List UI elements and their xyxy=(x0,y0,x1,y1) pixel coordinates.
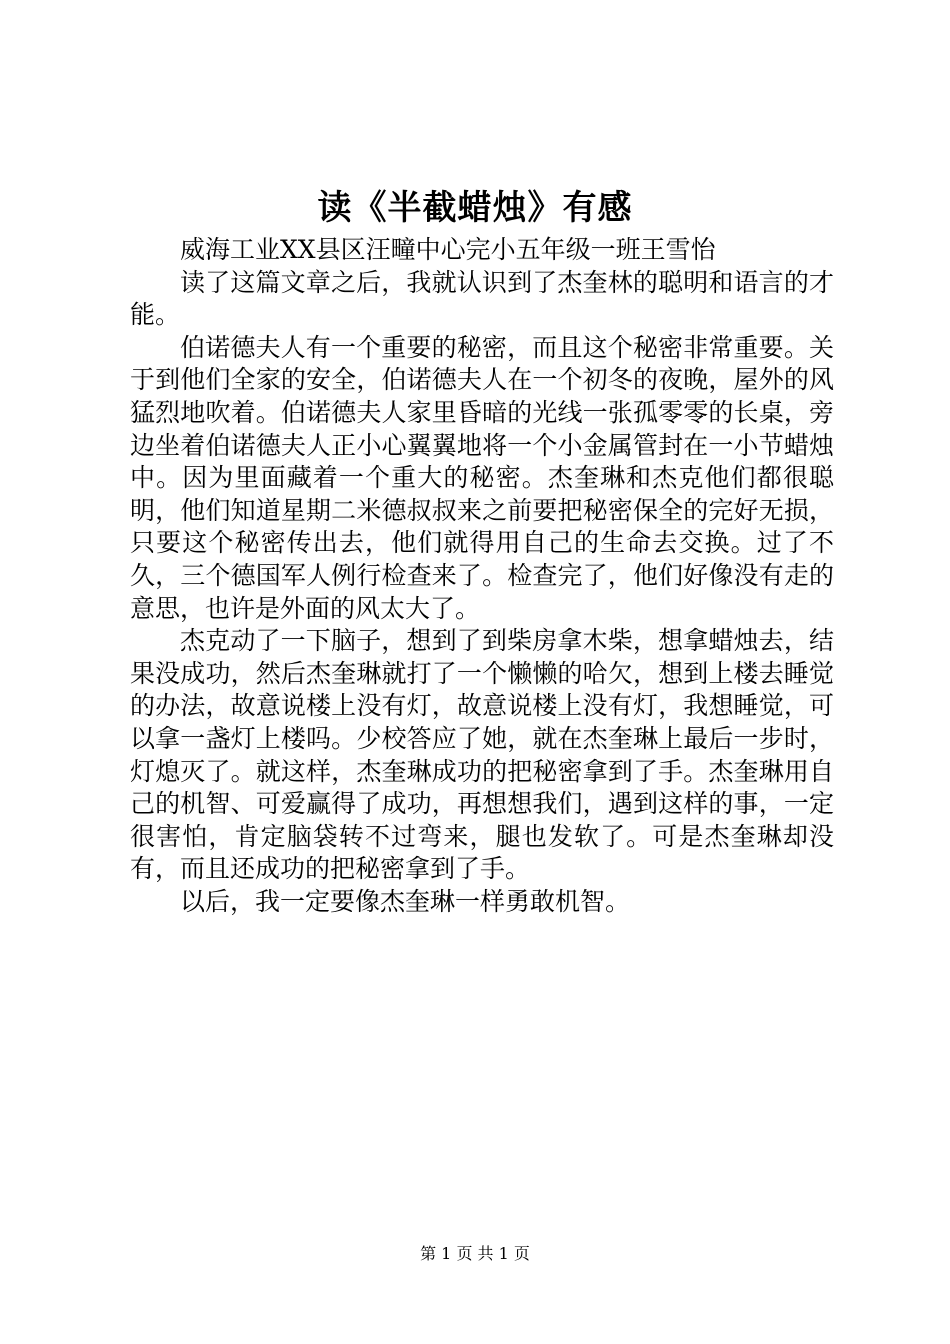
author-line: 威海工业XX县区汪疃中心完小五年级一班王雪怡 xyxy=(180,235,716,264)
document-title: 读《半截蜡烛》有感 xyxy=(317,188,633,228)
document-body xyxy=(130,234,834,918)
paragraph-1: 读了这篇文章之后，我就认识到了杰奎林的聪明和语言的才能。 xyxy=(130,267,834,330)
page-number-footer: 第 1 页 共 1 页 xyxy=(420,1244,530,1263)
paragraph-2: 伯诺德夫人有一个重要的秘密，而且这个秘密非常重要。关于到他们全家的安全，伯诺德夫人在一个初冬的夜晚，屋外的风猛烈地吹着。伯诺德夫人家里昏暗的光线一张孤零零的长桌，旁边坐着伯诺德夫人正小心翼翼地将一个小金属管封在一小节蜡烛中。因为里面藏着一个重大的秘密。杰奎琳和杰克他们都很聪明，他们知道星期二米德叔叔来之前要把秘密保全的完好无损，只要这个秘密传出去，他们就得用自己的生命去交换。过了不久，三个德国军人例行检查来了。检查完了，他们好像没有走的意思，也许是外面的风太大了。 xyxy=(130,332,834,623)
paragraph-4: 以后，我一定要像杰奎琳一样勇敢机智。 xyxy=(180,886,631,916)
paragraph-3: 杰克动了一下脑子，想到了到柴房拿木柴，想拿蜡烛去，结果没成功，然后杰奎琳就打了一个懒懒的哈欠，想到上楼去睡觉的办法，故意说楼上没有灯，故意说楼上没有灯，我想睡觉，可以拿一盏灯上楼吗。少校答应了她，就在杰奎琳上最后一步时，灯熄灭了。就这样，杰奎琳成功的把秘密拿到了手。杰奎琳用自己的机智、可爱赢得了成功，再想想我们，遇到这样的事，一定很害怕，肯定脑袋转不过弯来，腿也发软了。可是杰奎琳却没有，而且还成功的把秘密拿到了手。 xyxy=(130,626,834,884)
